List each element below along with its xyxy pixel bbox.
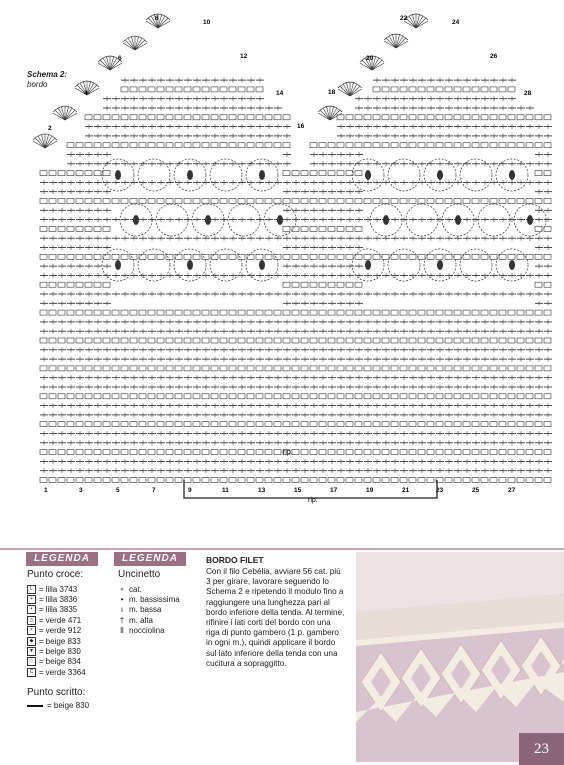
chart-rows <box>40 78 552 483</box>
row-label: 1 <box>44 487 48 494</box>
backstitch-line-icon <box>27 705 43 707</box>
legend-crochet-item: ⦀ nocciolina <box>117 626 180 636</box>
crochet-symbol-icon: ⦀ <box>120 625 124 635</box>
instructions-title: BORDO FILET <box>206 555 264 565</box>
legend-cross-item: △ = verde 471 <box>27 615 86 625</box>
cross-symbol-icon: × <box>27 626 36 635</box>
row-label: 19 <box>366 487 374 494</box>
row-label: 2 <box>48 125 52 132</box>
schema-subtitle: bordo <box>27 80 48 89</box>
row-label: 7 <box>152 487 156 494</box>
legend-crochet-title: Uncinetto <box>118 569 161 580</box>
row-label: 5 <box>116 487 120 494</box>
crochet-symbol-icon: • <box>120 595 124 605</box>
row-label: 4 <box>84 90 88 97</box>
row-label: 11 <box>222 487 229 494</box>
row-label: 6 <box>118 55 122 62</box>
rip-label-bottom: rip. <box>308 497 318 504</box>
chart-fans <box>33 14 428 148</box>
legend-crochet-header: LEGENDA <box>114 552 186 566</box>
cross-symbol-icon: C <box>27 668 36 677</box>
legend-cross-title: Punto croce: <box>27 569 84 580</box>
page-number: 23 <box>519 733 564 765</box>
cross-symbol-icon: △ <box>27 616 36 625</box>
crochet-symbol-icon: ∘ <box>119 584 125 594</box>
row-label: 10 <box>203 19 211 26</box>
legend-written-item: = beige 830 <box>27 701 89 710</box>
cross-symbol-icon: ▼ <box>27 647 36 656</box>
legend-cross-item: C = verde 3364 <box>27 667 86 677</box>
instructions-body: Con il filo Cebélia, avviare 56 cat. più 3 per girare, lavorare seguendo lo Schema 2 e ripetendo il modulo fino a raggiungere una lunghezza pari al bordo inferiore della tenda. Al termine, rifinire i lati corti del bordo con una riga di punto gambero (1 p. gambero in ogni m.), quindi applicare il bordo sul lato inferiore della tenda con una cucitura a sopraggitto. <box>206 567 345 668</box>
row-label: 24 <box>452 19 460 26</box>
legend-crochet-item: † m. alta <box>117 615 180 625</box>
legend-cross-header: LEGENDA <box>26 552 98 566</box>
row-label: 27 <box>508 487 516 494</box>
section-divider <box>0 548 564 550</box>
legend-crochet-item: ı m. bassa <box>117 605 180 615</box>
row-label: 23 <box>436 487 444 494</box>
row-label: 14 <box>276 90 284 97</box>
row-label: 16 <box>297 123 305 130</box>
row-label: 17 <box>330 487 338 494</box>
row-label: 15 <box>294 487 302 494</box>
row-label: 22 <box>400 15 408 22</box>
legend-cross-item: ◆ = beige 833 <box>27 636 86 646</box>
crochet-symbol-icon: ı <box>120 605 124 615</box>
row-label: 18 <box>328 89 336 96</box>
cross-symbol-icon: + <box>27 595 36 604</box>
legend-crochet-item: • m. bassissima <box>117 594 180 604</box>
legend-cross-item: × = verde 912 <box>27 626 86 636</box>
row-label: 12 <box>240 53 248 60</box>
legend-cross-item: ▼ = beige 830 <box>27 646 86 656</box>
row-label: 28 <box>524 90 532 97</box>
schema-title: Schema 2: <box>27 70 68 79</box>
legend-cross-item: • = lilla 3835 <box>27 605 86 615</box>
row-label: 21 <box>402 487 410 494</box>
legend-crochet-item: ∘ cat. <box>117 584 180 594</box>
lace-photo <box>356 552 564 762</box>
crochet-symbol-icon: † <box>119 615 125 625</box>
legend-cross-item: + = lilla 3836 <box>27 594 86 604</box>
row-label: 13 <box>258 487 266 494</box>
legend-written-title: Punto scritto: <box>27 687 86 698</box>
row-label: 8 <box>155 15 159 22</box>
legend-cross-item: ○ = beige 834 <box>27 657 86 667</box>
rip-label-middle: rip. <box>283 449 293 456</box>
row-label: 25 <box>472 487 480 494</box>
legend-cross-list <box>27 584 86 678</box>
row-label: 3 <box>79 487 83 494</box>
cross-symbol-icon: • <box>27 605 36 614</box>
row-label: 9 <box>188 487 192 494</box>
row-label: 26 <box>490 53 498 60</box>
cross-symbol-icon: ○ <box>27 657 36 666</box>
legend-crochet-list <box>117 584 180 636</box>
legend-cross-item: L = lilla 3743 <box>27 584 86 594</box>
row-label: 20 <box>366 55 374 62</box>
cross-symbol-icon: L <box>27 585 36 594</box>
cross-symbol-icon: ◆ <box>27 637 36 646</box>
